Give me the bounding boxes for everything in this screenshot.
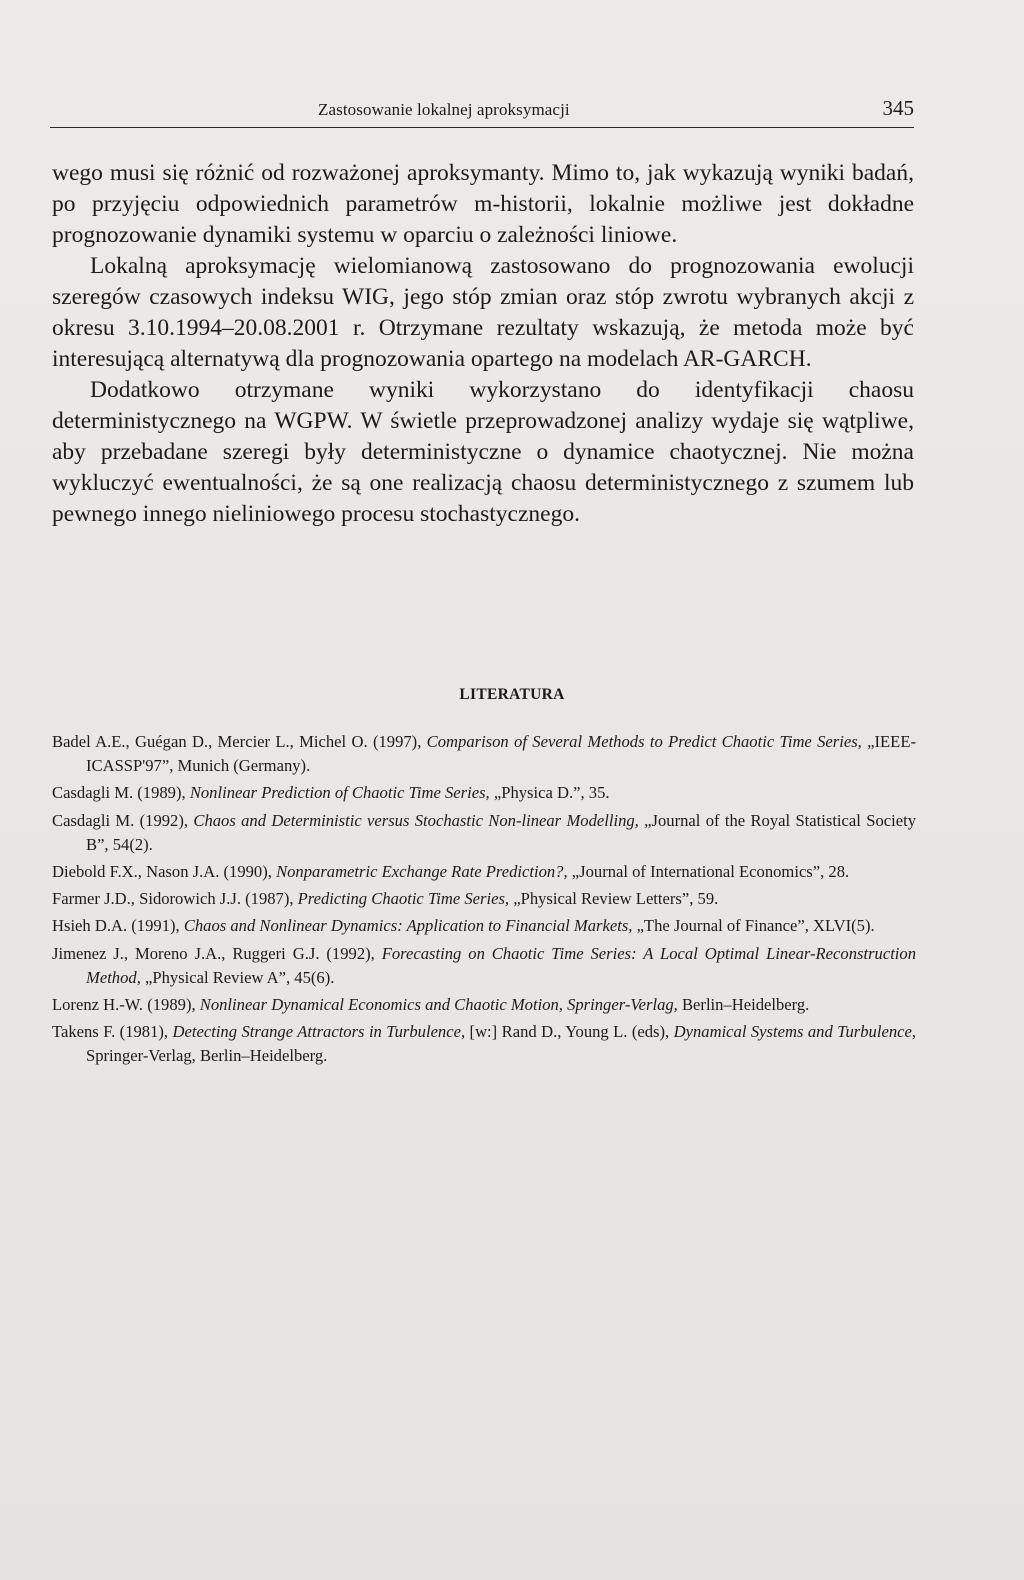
paragraph-2: Lokalną aproksymację wielomianową zastosowano do prognozowania ewolucji szeregów czasowych indeksu WIG, jego stóp zmian oraz stóp zwrotu wybranych akcji z okresu 3.10.1994–20.08.2001 r. Otrzymane rezultaty wskazują, że metoda może być interesującą alternatywą dla prognozowania opartego na modelach AR-GARCH. <box>52 253 914 372</box>
reference-item <box>52 809 916 857</box>
running-title: Zastosowanie lokalnej aproksymacji <box>318 100 570 119</box>
reference-list <box>52 730 916 1072</box>
reference-source: „Physica D.”, 35. <box>489 783 610 803</box>
page-header <box>50 96 914 126</box>
reference-title: Nonlinear Dynamical Economics and Chaotic Motion, Springer-Verlag, <box>199 995 678 1015</box>
reference-source: „Journal of the Royal Statistical Society B”, 54(2). <box>86 810 916 854</box>
reference-title: Nonparametric Exchange Rate Prediction?, <box>276 862 568 882</box>
reference-title: Predicting Chaotic Time Series, <box>297 889 510 909</box>
reference-item <box>52 1020 916 1068</box>
reference-source: Berlin–Heidelberg. <box>677 995 810 1015</box>
reference-authors: Casdagli M. (1992), <box>52 810 194 830</box>
reference-source-secondary: Springer-Verlag, Berlin–Heidelberg. <box>86 1046 328 1066</box>
reference-title: Chaos and Nonlinear Dynamics: Application to Financial Markets, <box>183 916 633 936</box>
reference-authors: Jimenez J., Moreno J.A., Ruggeri G.J. (1992), <box>52 943 382 963</box>
reference-item <box>52 914 916 938</box>
reference-title: Chaos and Deterministic versus Stochastic Non-linear Modelling, <box>193 810 639 830</box>
reference-title: Detecting Strange Attractors in Turbulence, <box>172 1022 466 1042</box>
reference-authors: Farmer J.D., Sidorowich J.J. (1987), <box>52 889 298 909</box>
paragraph-3: Dodatkowo otrzymane wyniki wykorzystano do identyfikacji chaosu deterministycznego na WGPW. W świetle przeprowadzonej analizy wydaje się wątpliwe, aby przebadane szeregi były deterministyczne o dynamice chaotycznej. Nie można wykluczyć ewentualności, że są one realizacją chaosu deterministycznego z szumem lub pewnego innego nieliniowego procesu stochastycznego. <box>52 377 914 527</box>
reference-source: „Journal of International Economics”, 28. <box>567 862 850 882</box>
reference-item <box>52 993 916 1017</box>
reference-authors: Casdagli M. (1989), <box>52 783 190 803</box>
reference-title-secondary: Dynamical Systems and Turbulence, <box>673 1022 917 1042</box>
paragraph-1: wego musi się różnić od rozważonej aproksymanty. Mimo to, jak wykazują wyniki badań, po przyjęciu odpowiednich parametrów m-historii, lokalnie możliwe jest dokładne prognozowanie dynamiki systemu w oparciu o zależności liniowe. <box>52 160 914 248</box>
reference-authors: Diebold F.X., Nason J.A. (1990), <box>52 862 277 882</box>
reference-item <box>52 781 916 805</box>
literature-heading: LITERATURA <box>459 686 565 703</box>
reference-source: „Physical Review A”, 45(6). <box>140 967 335 987</box>
reference-source: „Physical Review Letters”, 59. <box>509 889 719 909</box>
reference-source: [w:] Rand D., Young L. (eds), <box>465 1022 674 1042</box>
reference-title: Nonlinear Prediction of Chaotic Time Series, <box>189 783 490 803</box>
body-text <box>52 158 914 530</box>
reference-source: „IEEE-ICASSP'97”, Munich (Germany). <box>86 732 916 776</box>
reference-authors: Takens F. (1981), <box>52 1022 173 1042</box>
header-rule <box>50 127 914 128</box>
reference-title: Forecasting on Chaotic Time Series: A Local Optimal Linear-Reconstruction Method, <box>86 943 917 987</box>
reference-item <box>52 942 916 990</box>
reference-authors: Hsieh D.A. (1991), <box>52 916 184 936</box>
reference-item <box>52 887 916 911</box>
reference-item <box>52 730 916 778</box>
reference-source: „The Journal of Finance”, XLVI(5). <box>632 916 875 936</box>
reference-title: Comparison of Several Methods to Predict Chaotic Time Series, <box>426 732 862 751</box>
reference-authors: Lorenz H.-W. (1989), <box>52 995 200 1015</box>
reference-item <box>52 860 916 884</box>
page-number: 345 <box>882 96 914 120</box>
reference-authors: Badel A.E., Guégan D., Mercier L., Michel O. (1997), <box>52 732 427 751</box>
